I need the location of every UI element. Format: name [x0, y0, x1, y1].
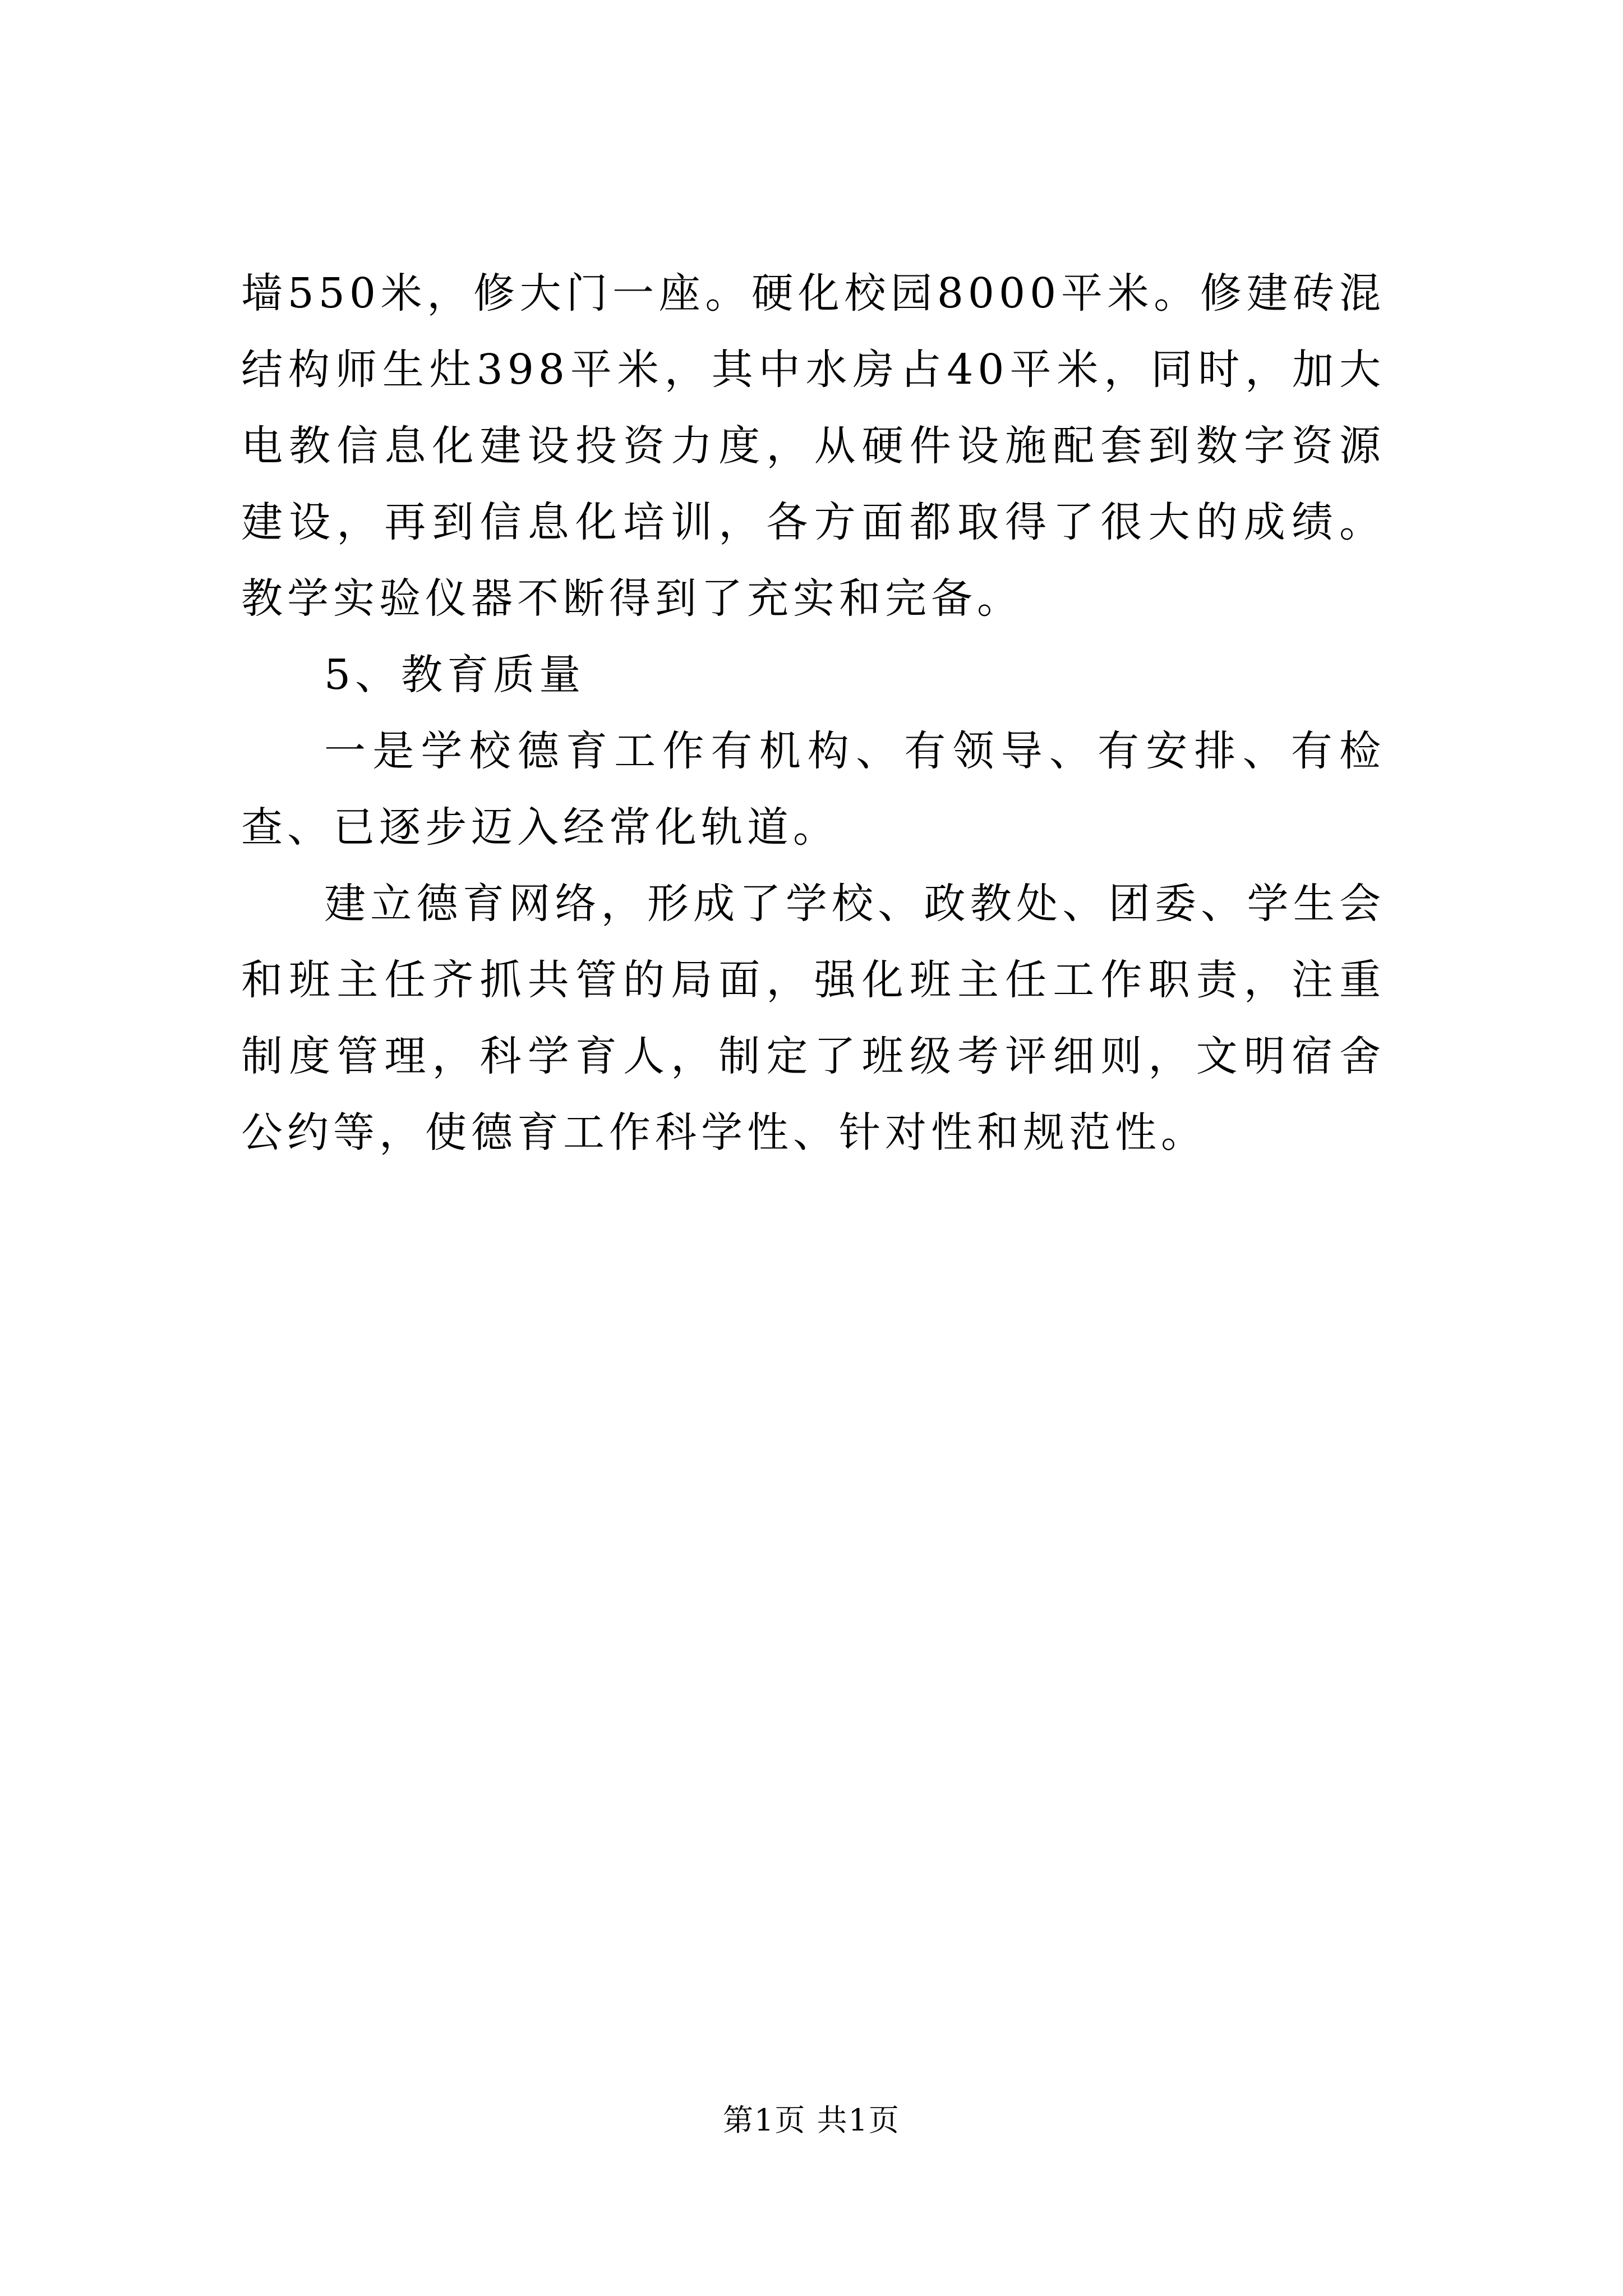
- paragraph-moral-education-network: 建立德育网络，形成了学校、政教处、团委、学生会和班主任齐抓共管的局面，强化班主任工作职责，注重制度管理，科学育人，制定了班级考评细则，文明宿舍公约等，使德育工作科学性、针对性和规范性。: [241, 880, 1385, 1157]
- page-footer: 第1页 共1页: [723, 2102, 900, 2138]
- section-heading-education-quality: 5、教育质量: [324, 651, 585, 699]
- paragraph-moral-education-organization: 一是学校德育工作有机构、有领导、有安排、有检查、已逐步迈入经常化轨道。: [241, 727, 1385, 852]
- paragraph-infrastructure: 墙550米，修大门一座。硬化校园8000平米。修建砖混结构师生灶398平米，其中水房占40平米，同时，加大电教信息化建设投资力度，从硬件设施配套到数字资源建设，再到信息化培训，各方面都取得了很大的成绩。教学实验仪器不断得到了充实和完备。: [241, 269, 1385, 623]
- document-body: [241, 255, 1385, 1171]
